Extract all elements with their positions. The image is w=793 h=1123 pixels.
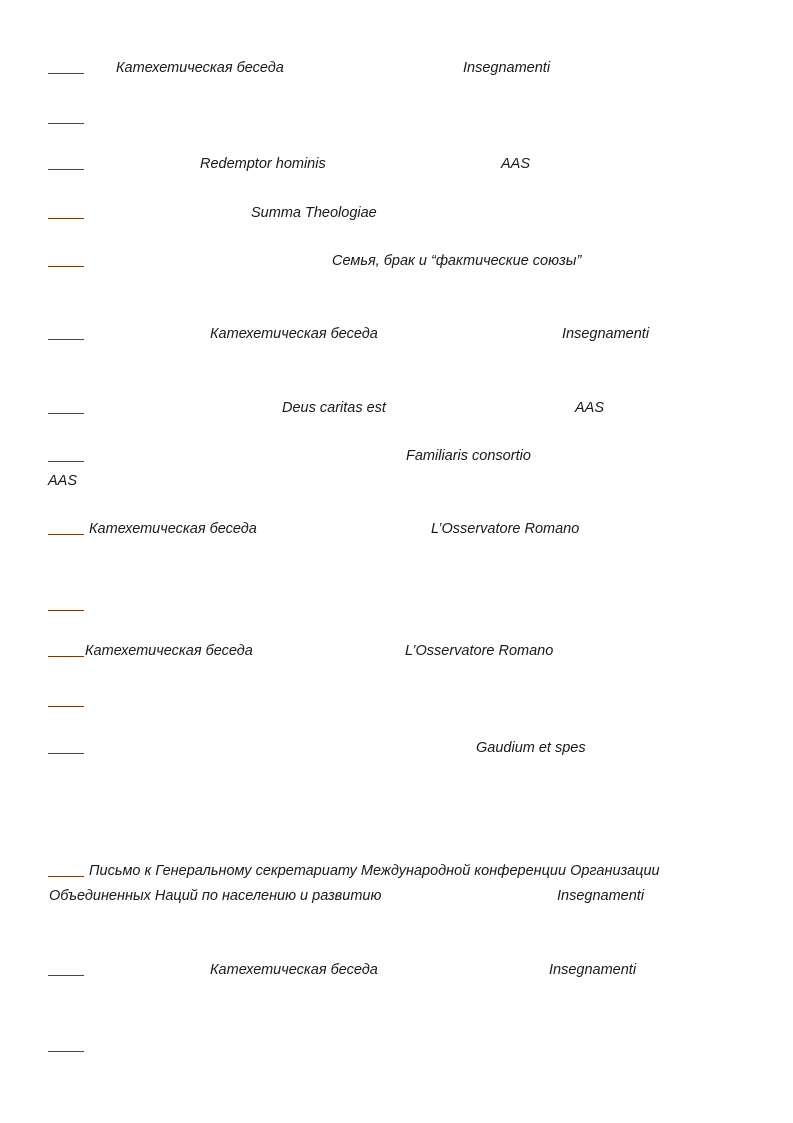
footnote-6-publication: Insegnamenti	[562, 326, 650, 342]
footnote-separator	[48, 413, 84, 414]
footnote-separator	[48, 753, 84, 754]
footnote-8-source: Familiaris consortio	[406, 448, 531, 464]
footnote-1-publication: Insegnamenti	[463, 60, 551, 76]
footnote-14-continuation	[48, 887, 748, 905]
footnote-7-publication: AAS	[575, 400, 605, 416]
footnote-separator	[48, 73, 84, 74]
footnote-12	[48, 692, 748, 710]
footnote-5-source: Семья, брак и “фактические союзы”	[332, 253, 582, 269]
footnote-13	[48, 739, 748, 757]
footnote-5	[48, 252, 748, 270]
footnote-8-continuation	[48, 472, 748, 490]
footnote-1	[48, 59, 748, 77]
footnote-11	[48, 642, 748, 660]
footnote-separator	[48, 461, 84, 462]
footnote-7	[48, 399, 748, 417]
footnote-3	[48, 155, 748, 173]
footnote-15	[48, 961, 748, 979]
footnote-6-source: Катехетическая беседа	[210, 326, 378, 342]
footnote-separator	[48, 534, 84, 535]
footnote-4	[48, 204, 748, 222]
footnote-11-publication: L’Osservatore Romano	[405, 643, 554, 659]
footnote-6	[48, 325, 748, 343]
footnote-separator	[48, 975, 84, 976]
footnote-separator	[48, 123, 84, 124]
footnote-8-publication: AAS	[48, 473, 78, 489]
footnote-9	[48, 520, 748, 538]
footnote-separator	[48, 876, 84, 877]
footnote-7-source: Deus caritas est	[282, 400, 386, 416]
footnote-separator	[48, 266, 84, 267]
footnote-3-source: Redemptor hominis	[200, 156, 326, 172]
footnote-16	[48, 1037, 748, 1055]
footnote-11-source: Катехетическая беседа	[85, 643, 253, 659]
footnote-13-source: Gaudium et spes	[476, 740, 586, 756]
footnote-14-publication: Insegnamenti	[557, 888, 645, 904]
footnote-9-source: Катехетическая беседа	[89, 521, 257, 537]
footnote-10	[48, 596, 748, 614]
footnote-15-publication: Insegnamenti	[549, 962, 637, 978]
footnote-14-source-continued: Объединенных Наций по населению и развитию	[49, 888, 382, 904]
footnote-separator	[48, 610, 84, 611]
footnote-1-source: Катехетическая беседа	[116, 60, 284, 76]
footnote-separator	[48, 656, 84, 657]
footnote-2	[48, 109, 748, 127]
footnote-separator	[48, 339, 84, 340]
footnote-14-source: Письмо к Генеральному секретариату Международной конференции Организации	[89, 863, 660, 879]
footnote-9-publication: L’Osservatore Romano	[431, 521, 580, 537]
footnote-15-source: Катехетическая беседа	[210, 962, 378, 978]
footnote-separator	[48, 706, 84, 707]
footnote-14	[48, 862, 748, 880]
footnote-separator	[48, 1051, 84, 1052]
footnote-separator	[48, 218, 84, 219]
footnote-8	[48, 447, 748, 465]
footnote-3-publication: AAS	[501, 156, 531, 172]
footnote-4-source: Summa Theologiae	[251, 205, 377, 221]
footnote-separator	[48, 169, 84, 170]
